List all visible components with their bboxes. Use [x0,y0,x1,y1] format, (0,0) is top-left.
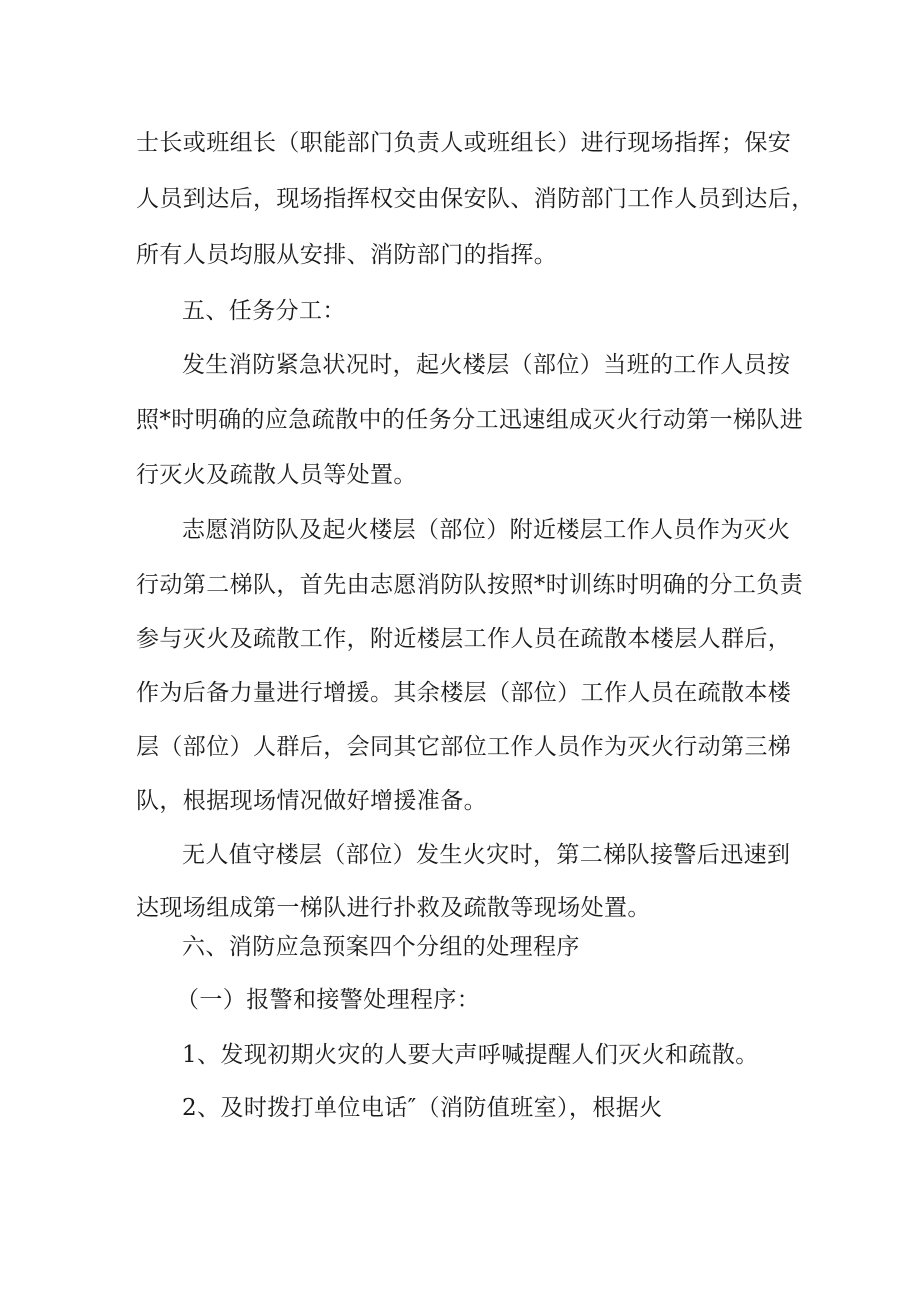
paragraph-line: 人员到达后，现场指挥权交由保安队、消防部门工作人员到达后， [136,186,815,212]
paragraph-line: 队，根据现场情况做好增援准备。 [136,788,487,814]
paragraph-line: 作为后备力量进行增援。其余楼层（部位）工作人员在疏散本楼 [136,680,792,706]
paragraph-line: 达现场组成第一梯队进行扑救及疏散等现场处置。 [136,895,651,921]
paragraph-line: 行灭火及疏散人员等处置。 [136,462,417,488]
paragraph-line: 所有人员均服从安排、消防部门的指挥。 [136,242,558,268]
paragraph-line: 志愿消防队及起火楼层（部位）附近楼层工作人员作为灭火 [182,517,791,543]
section-heading: 五、任务分工： [182,298,346,324]
paragraph-line: 照*时明确的应急疏散中的任务分工迅速组成灭火行动第一梯队进 [136,407,804,433]
paragraph-line: 发生消防紧急状况时，起火楼层（部位）当班的工作人员按 [182,352,791,378]
paragraph-line: 士长或班组长（职能部门负责人或班组长）进行现场指挥；保安 [136,130,792,156]
paragraph-line: 无人值守楼层（部位）发生火灾时，第二梯队接警后迅速到 [182,842,791,868]
paragraph-line: 行动第二梯队，首先由志愿消防队按照*时训练时明确的分工负责 [136,572,804,598]
subsection-heading: （一）报警和接警处理程序： [176,987,481,1013]
list-item: 2、及时拨打单位电话″（消防值班室），根据火 [182,1095,663,1121]
list-item: 1、发现初期火灾的人要大声呼喊提醒人们灭火和疏散。 [182,1042,759,1068]
section-heading: 六、消防应急预案四个分组的处理程序 [182,934,580,960]
paragraph-line: 层（部位）人群后，会同其它部位工作人员作为灭火行动第三梯 [136,734,792,760]
paragraph-line: 参与灭火及疏散工作，附近楼层工作人员在疏散本楼层人群后， [136,626,792,652]
